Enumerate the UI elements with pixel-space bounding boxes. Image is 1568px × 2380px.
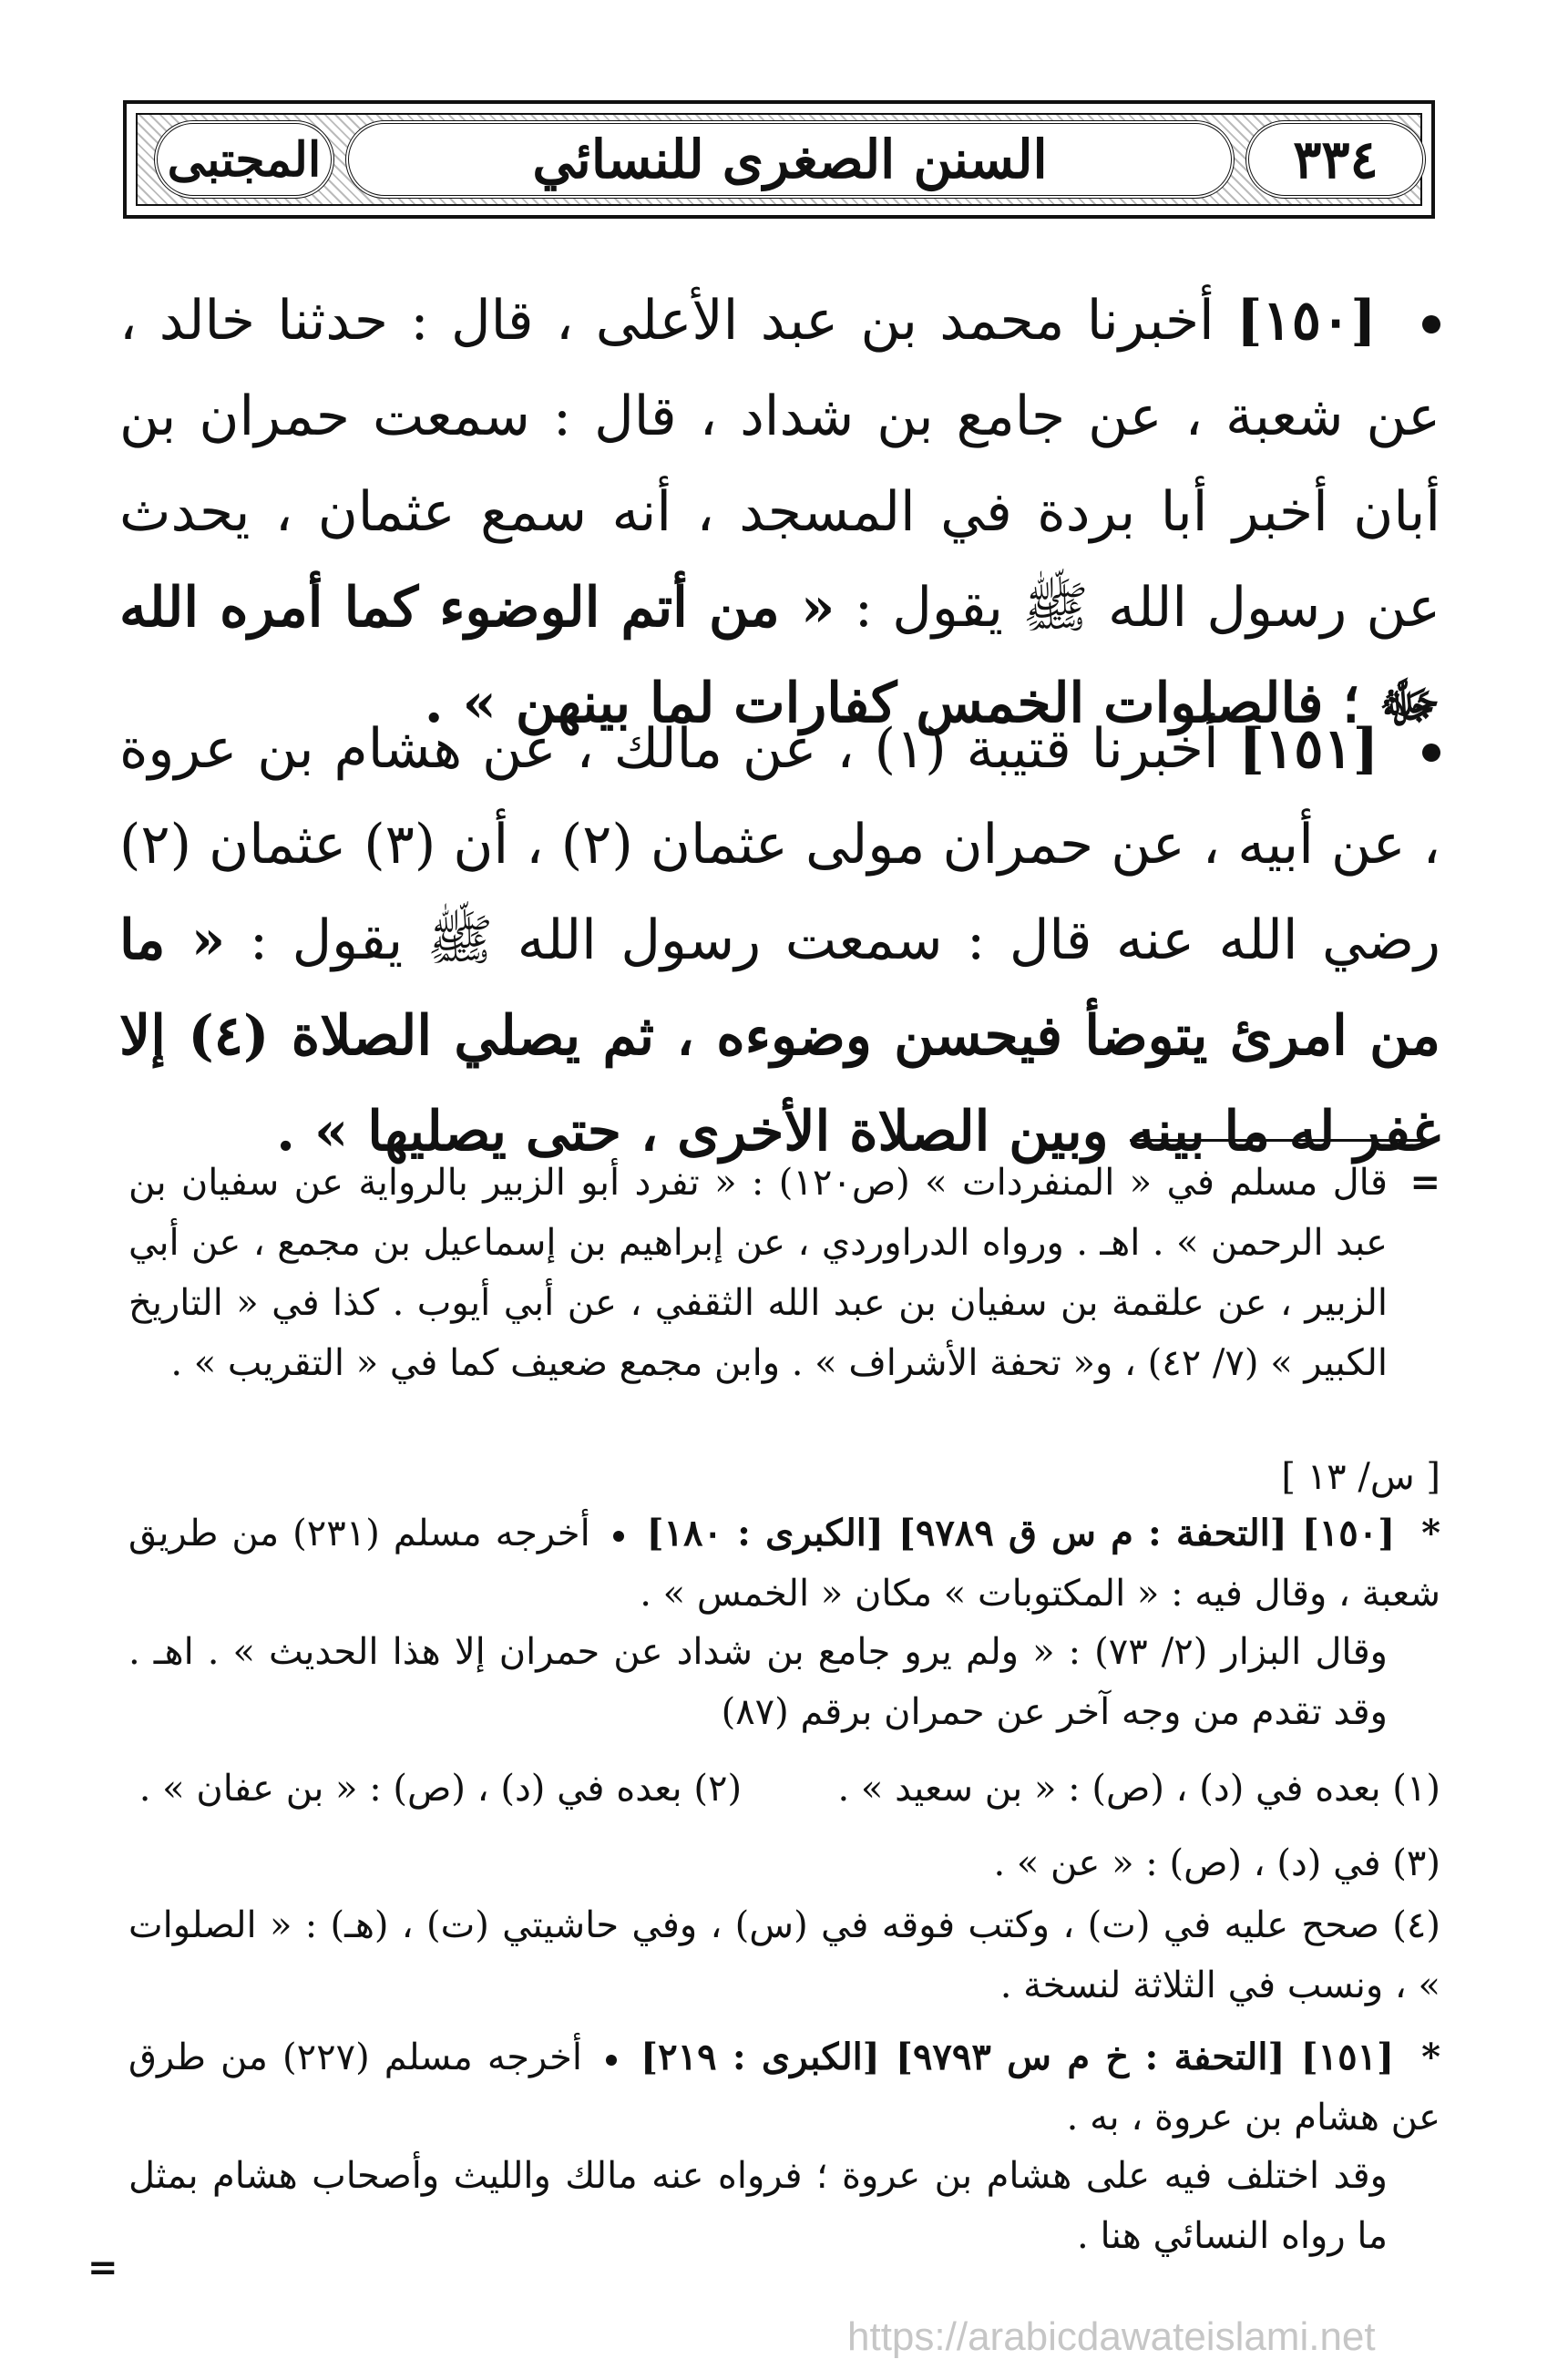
page-header (123, 100, 1435, 219)
hadith-isnad: أخبرنا محمد بن عبد الأعلى ، قال : حدثنا خالد ، عن شعبة ، عن جامع بن شداد ، قال : سمعت حمران بن أبان أخبر أبا بردة في المسجد ، أنه سمع عثمان ، يحدث عن رسول الله ﷺ يقول : (119, 289, 1440, 640)
footnote-3 (128, 1833, 1440, 1893)
footnotes-1-2 (128, 1759, 1440, 1819)
continuation-mark: = (1409, 1161, 1440, 1204)
takhrij-151 (128, 2027, 1440, 2148)
watermark-url: https://arabicdawateislami.net (847, 2314, 1376, 2359)
bullet-icon (1422, 315, 1440, 333)
hadith-matn: « ما من امرئ يتوضأ فيحسن وضوءه ، ثم يصلي الصلاة (٤) إلا غفر له ما بينه وبين الصلاة الأخرى ، حتى يصليها » . (119, 908, 1440, 1164)
takhrij-text: أخرجه مسلم (٢٢٧) من طرق عن هشام بن عروة ، به . (128, 2036, 1440, 2139)
takhrij-text: وقد اختلف فيه على هشام بن عروة ؛ فرواه عنه مالك والليث وأصحاب هشام بمثل ما رواه النسائي هنا . (128, 2155, 1388, 2257)
page-number-cartouche (1245, 120, 1426, 199)
hadith-151 (119, 702, 1440, 1180)
hadith-isnad: أخبرنا قتيبة (١) ، عن مالك ، عن هشام بن عروة ، عن أبيه ، عن حمران مولى عثمان (٢) ، أن (٣) عثمان (٢) رضي الله عنه قال : سمعت رسول الله ﷺ يقول : (119, 717, 1440, 972)
asterisk-icon: * (1421, 2036, 1441, 2078)
footnote-3-text: (٣) في (د) ، (ص) : « عن » . (993, 1842, 1440, 1884)
bullet-icon (613, 1531, 624, 1542)
footnote-continuation (128, 1153, 1440, 1393)
footnote-separator (1130, 1139, 1430, 1142)
hadith-150 (119, 273, 1440, 752)
footnote-4 (128, 1895, 1440, 2016)
continuation-mark-bottom: = (87, 2246, 118, 2289)
book-brand: المجتبى (167, 131, 322, 188)
takhrij-head: [١٥٠] [التحفة : م س ق ٩٧٨٩] [الكبرى : ١٨٠] (646, 1512, 1396, 1554)
takhrij-150 (128, 1503, 1440, 1624)
bullet-icon (606, 2055, 617, 2066)
hadith-number: [١٥١] (1238, 717, 1379, 781)
bullet-icon (1422, 744, 1440, 762)
book-title: السنن الصغرى للنسائي (532, 128, 1048, 190)
footnote-4-text: (٤) صحح عليه في (ت) ، وكتب فوقه في (س) ، وفي حاشيتي (ت) ، (هـ) : « الصلوات » ، ونسب في الثلاثة لنسخة . (128, 1904, 1440, 2006)
reference-marker: [ س/ ١٣ ] (1281, 1456, 1440, 1498)
takhrij-150-continued (128, 1622, 1440, 1742)
page-number: ٣٣٤ (1293, 128, 1378, 190)
takhrij-151-continued (128, 2146, 1440, 2266)
footnote-1: (١) بعده في (د) ، (ص) : « بن سعيد » . (837, 1768, 1440, 1810)
manuscript-reference (128, 1447, 1440, 1507)
title-cartouche (345, 120, 1235, 199)
asterisk-icon: * (1421, 1512, 1441, 1554)
takhrij-head: [١٥١] [التحفة : خ م س ٩٧٩٣] [الكبرى : ٢١٩] (641, 2036, 1395, 2078)
footnote-2: (٢) بعده في (د) ، (ص) : « بن عفان » . (138, 1768, 743, 1810)
footnote-text: قال مسلم في « المنفردات » (ص١٢٠) : « تفرد أبو الزبير بالرواية عن سفيان بن عبد الرحمن » . اهـ . ورواه الدراوردي ، عن إبراهيم بن إسماعيل بن مجمع ، عن أبي الزبير ، عن علقمة بن سفيان بن عبد الله الثقفي ، عن أبي أيوب . كذا في « التاريخ الكبير » (٧/ ٤٢) ، و« تحفة الأشراف » . وابن مجمع ضعيف كما في « التقريب » . (128, 1162, 1388, 1384)
takhrij-text: وقال البزار (٢/ ٧٣) : « ولم يرو جامع بن شداد عن حمران إلا هذا الحديث » . اهـ . وقد تقدم من وجه آخر عن حمران برقم (٨٧) (128, 1631, 1389, 1733)
hadith-number: [١٥٠] (1236, 289, 1377, 353)
header-ornament-band (136, 113, 1422, 206)
takhrij-text: أخرجه مسلم (٢٣١) من طريق شعبة ، وقال فيه : « المكتوبات » مكان « الخمس » . (128, 1513, 1440, 1615)
hadith-matn: « من أتم الوضوء كما أمره الله ﷻ ؛ فالصلوات الخمس كفارات لما بينهن » . (119, 576, 1440, 735)
brand-cartouche (154, 120, 334, 199)
